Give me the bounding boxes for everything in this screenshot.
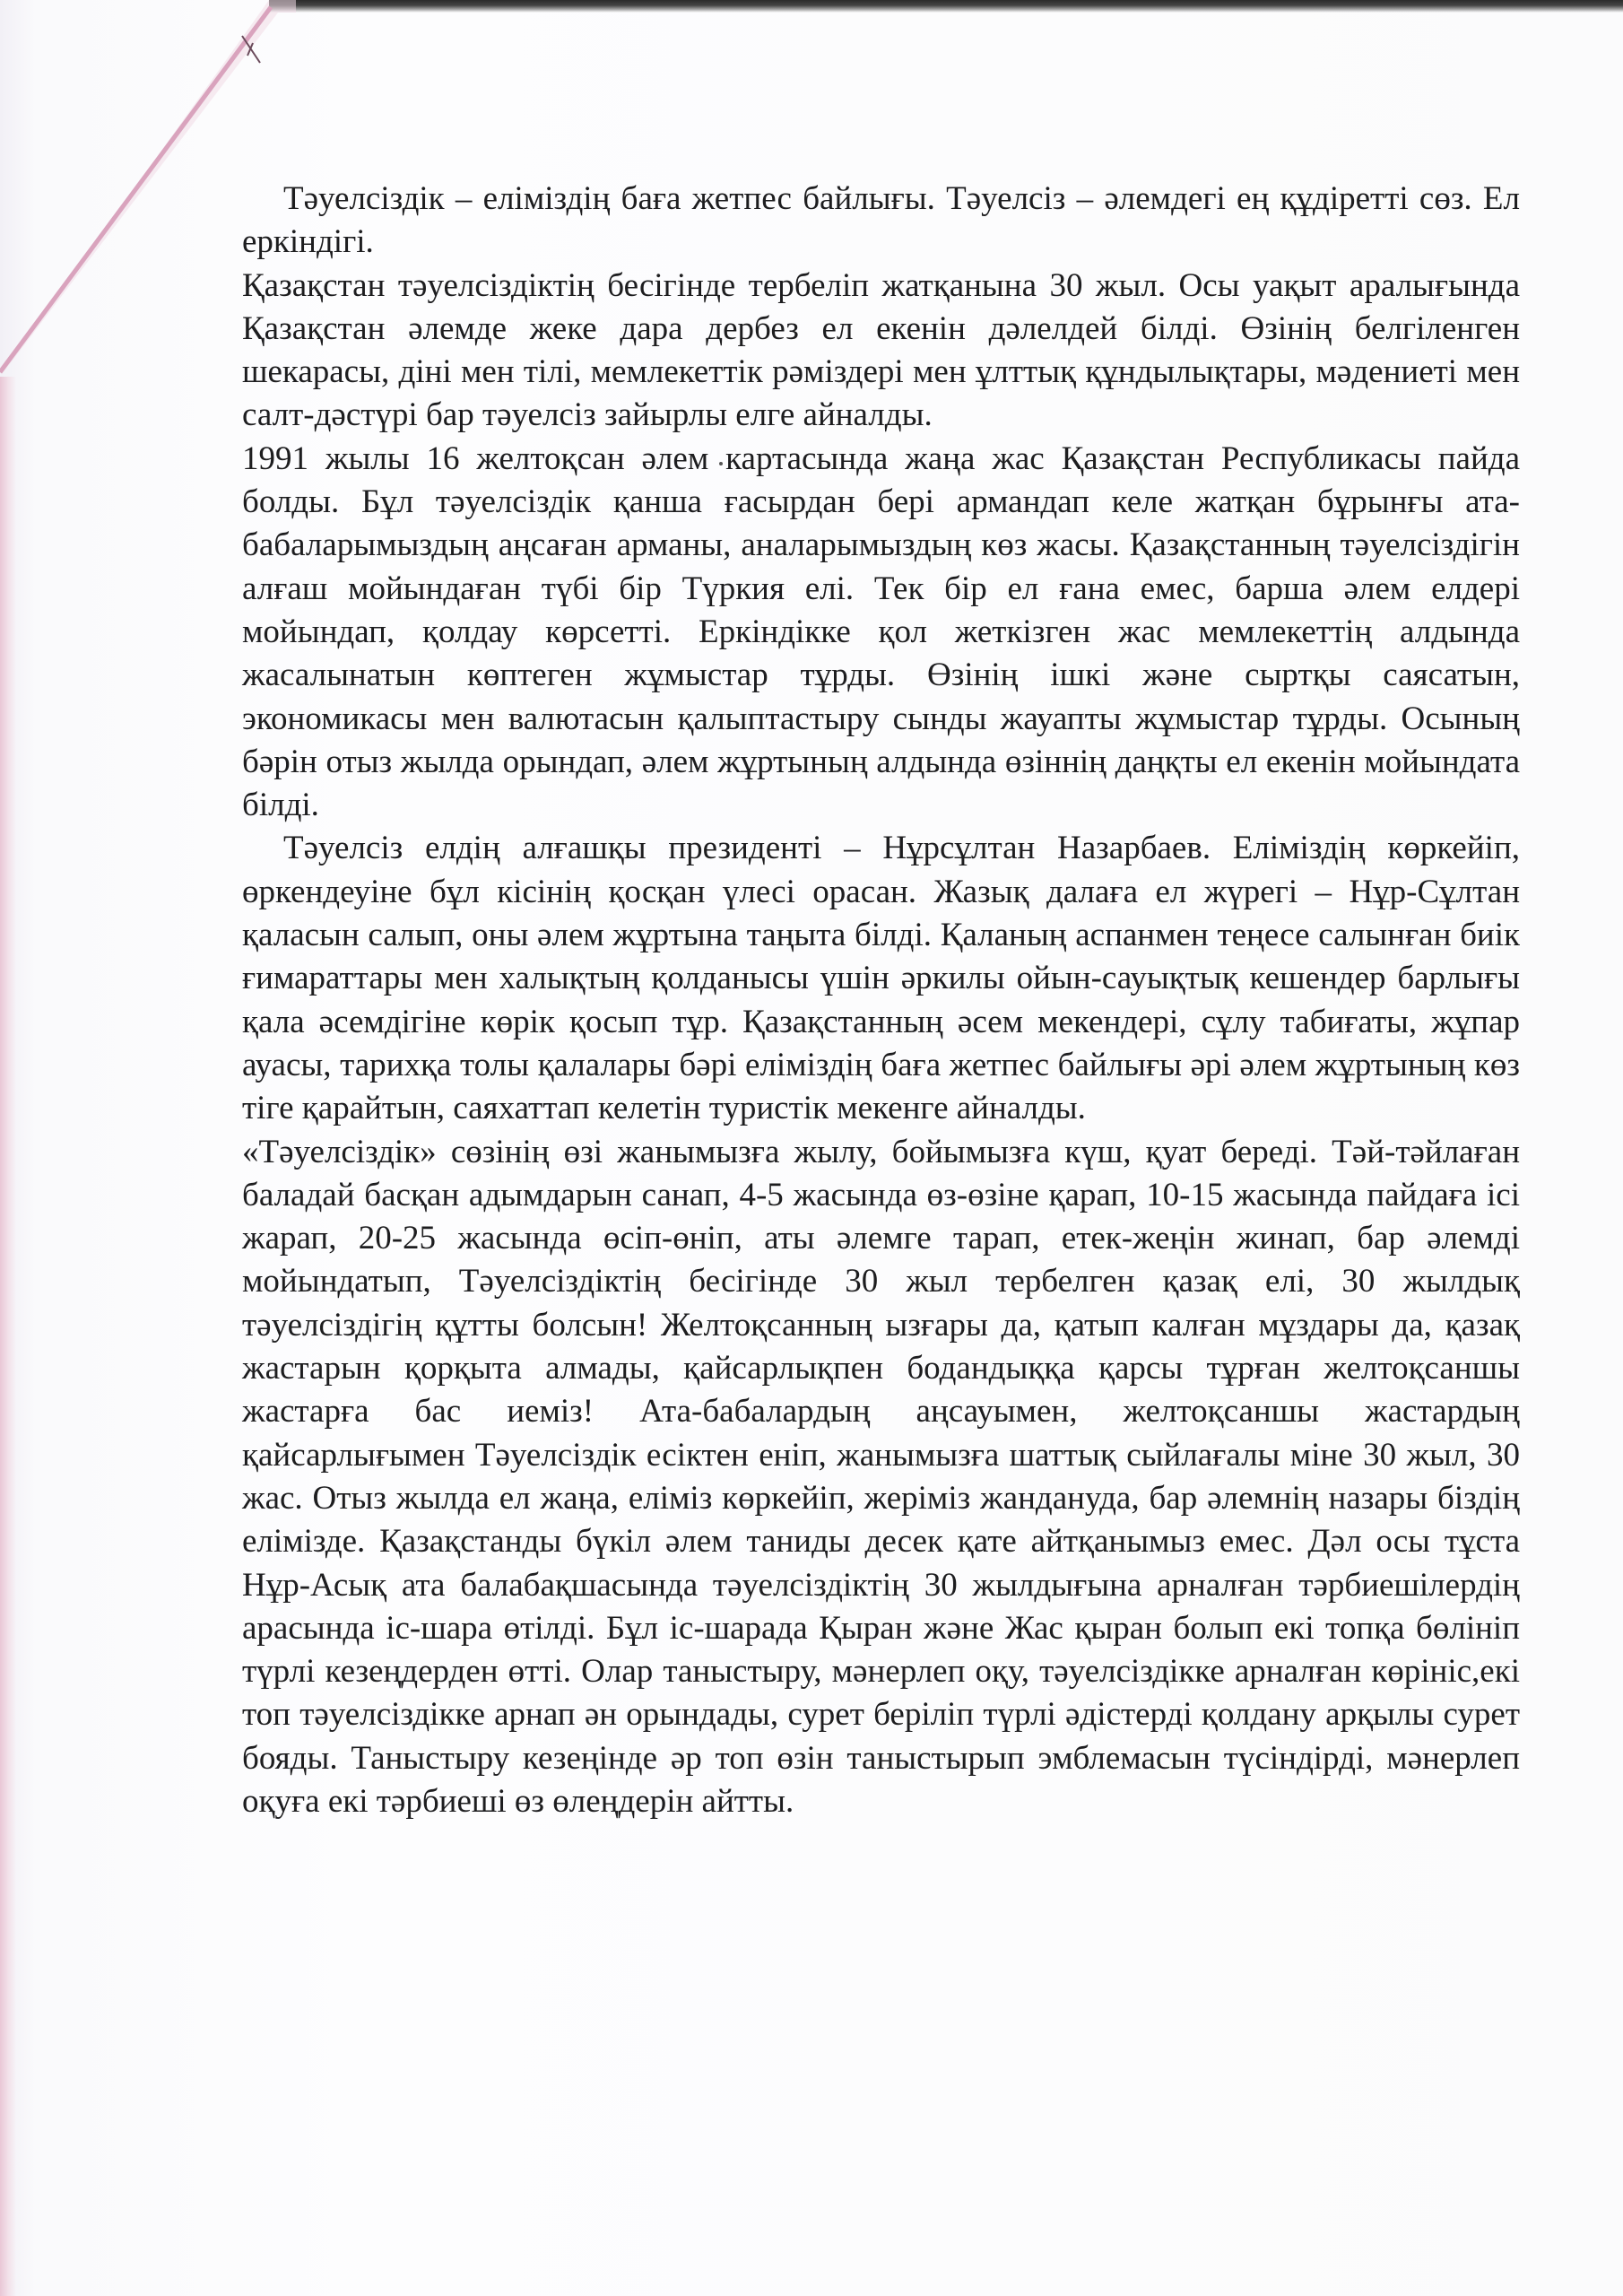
paragraph-thirty-years: Қазақстан тәуелсіздіктің бесігінде тербеліп жатқанына 30 жыл. Осы уақыт аралығында Қазақстан әлемде жеке дара дербез ел екенін дәлелдей білді. Өзінің белгіленген шекарасы, діні мен тілі, мемлекеттік рәміздері мен ұлттық құндылықтары, мәдениеті мен салт-дәстүрі бар тәуелсіз зайырлы елге айналды. bbox=[242, 266, 1520, 434]
paragraph-first-president: Тәуелсіз елдің алғашқы президенті – Нұрсұлтан Назарбаев. Еліміздің көркейіп, өркендеуіне бұл кісінің қосқан үлесі орасан. Жазық далаға ел жүрегі – Нұр-Сұлтан қаласын салып, оны әлем жұртына таңыта білді. Қаланың аспанмен теңесе салынған биік ғимараттары мен халықтың қолданысы үшін әркилы ойын-сауықтық кешендер барлығы қала әсемдігіне көрік қосып тұр. Қазақстанның әсем мекендері, сұлу табиғаты, жұпар ауасы, тарихқа толы қалалары бәрі еліміздің баға жетпес байлығы әрі әлем жұртының көз тіге қарайтын, саяхаттап келетін туристік мекенге айналды. bbox=[242, 830, 1520, 1127]
document-body bbox=[242, 178, 1520, 1823]
paragraph-kindergarten-event: «Тәуелсіздік» сөзінің өзі жанымызға жылу, бойымызға күш, қуат береді. Тәй-тәйлаған баладай басқан адымдарын санап, 4-5 жасында өз-өзіне қарап, 10-15 жасында пайдаға ісі жарап, 20-25 жасында өсіп-өніп, аты әлемге тарап, етек-жеңін жинап, бар әлемді мойындатып, Тәуелсіздіктің бесігінде 30 жыл тербелген қазақ елі, 30 жылдық тәуелсіздігің құтты болсын! Желтоқсанның ызғары да, қатып калған мұздары да, қазақ жастарын қорқыта алмады, қайсарлықпен бодандыққа қарсы тұрған желтоқсаншы жастарға бас иеміз! Ата-бабалардың аңсауымен, желтоқсаншы жастардың қайсарлығымен Тәуелсіздік есіктен еніп, жанымызға шаттық сыйлағалы міне 30 жыл, 30 жас. Отыз жылда ел жаңа, еліміз көркейіп, жеріміз жандануда, бар әлемнің назары біздің елімізде. Қазақстанды бүкіл әлем таниды десек қате айтқанымыз емес. Дәл осы тұста Нұр-Асық ата балабақшасында тәуелсіздіктің 30 жылдығына арналған тәрбиешілердің арасында іс-шара өтілді. Бұл іс-шарада Қыран және Жас қыран болып екі топқа бөлініп түрлі кезеңдерден өтті. Олар таныстыру, мәнерлеп оқу, тәуелсіздікке арналған көрініс,екі топ тәуелсіздікке арнап ән орындады, сурет беріліп түрлі әдістерді қолдану арқылы сурет бояды. Таныстыру кезеңінде әр топ өзін таныстырып эмблемасын түсіндірді, мәнерлеп оқуға екі тәрбиеші өз өлеңдерін айтты. bbox=[242, 1133, 1520, 1820]
paragraph-independence-intro: Тәуелсіздік – еліміздің баға жетпес байлығы. Тәуелсіз – әлемдегі ең құдіретті сөз. Ел еркіндігі. bbox=[242, 180, 1520, 261]
paragraph-1991: 1991 жылы 16 желтоқсан әлем картасында жаңа жас Қазақстан Республикасы пайда болды. Бұл тәуелсіздік қанша ғасырдан бері армандап келе жатқан бұрынғы ата-бабаларымыздың аңсаған арманы, аналарымыздың көз жасы. Қазақстанның тәуелсіздігін алғаш мойындаған түбі бір Түркия елі. Тек бір ел ғана емес, барша әлем елдері мойындап, қолдау көрсетті. Еркіндікке қол жеткізген жас мемлекеттің алдында жасалынатын көптеген жұмыстар тұрды. Өзінің ішкі және сыртқы саясатын, экономикасы мен валютасын қалыптастыру сынды жауапты жұмыстар тұрды. Осының бәрін отыз жылда орындап, әлем жұртының алдында өзіннің даңқты ел екенін мойындата білді. bbox=[242, 439, 1520, 824]
scan-left-edge bbox=[0, 377, 16, 2296]
scan-top-edge bbox=[269, 0, 1623, 13]
